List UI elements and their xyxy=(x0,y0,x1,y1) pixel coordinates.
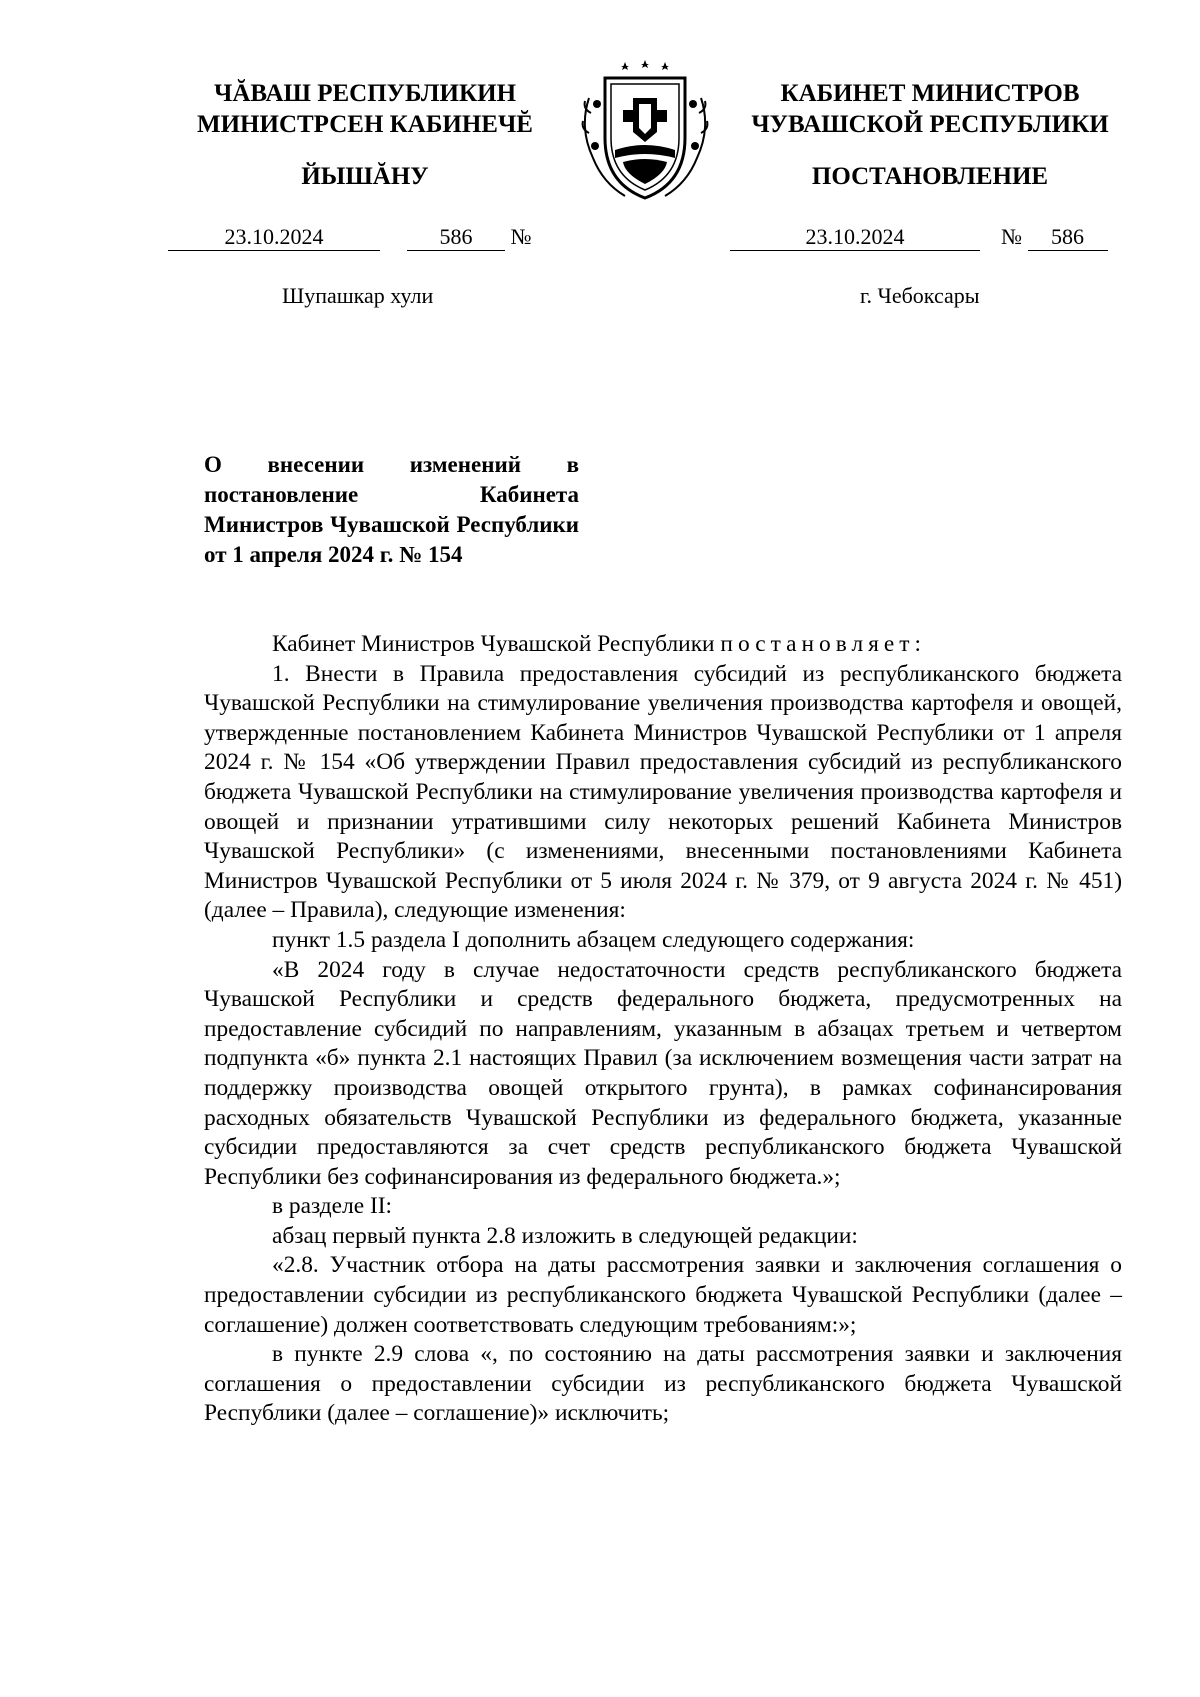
header-left-org xyxy=(160,78,570,140)
header-right-line2: ЧУВАШСКОЙ РЕСПУБЛИКИ xyxy=(751,111,1109,138)
header-right-city: г. Чебоксары xyxy=(860,283,980,308)
intro-decree-word: постановляет xyxy=(720,631,915,657)
header-left-city: Шупашкар хули xyxy=(282,283,434,308)
intro-paragraph xyxy=(204,630,1122,660)
header-right-org xyxy=(730,78,1130,140)
header-left-date: 23.10.2024 xyxy=(168,224,380,251)
document-subject: О внесении изменений в постановление Кабинета Министров Чувашской Республики от 1 апреля 2024 г. № 154 xyxy=(204,452,579,567)
body-paragraph: в разделе II: xyxy=(272,1193,393,1220)
chuvash-coat-of-arms-icon xyxy=(575,58,715,206)
intro-prefix: Кабинет Министров Чувашской Республики xyxy=(272,631,721,657)
body-paragraph: «2.8. Участник отбора на даты рассмотрения заявки и заключения соглашения о предоставлении субсидии из республиканского бюджета Чувашской Республики (далее – соглашение) должен соответствовать следующим требованиям:»; xyxy=(204,1252,1122,1338)
document-body xyxy=(204,630,1122,1429)
header-right-number-sign: № xyxy=(1001,224,1022,249)
intro-suffix: : xyxy=(914,631,921,657)
header-left-line2: МИНИСТРСЕН КАБИНЕЧĔ xyxy=(197,111,533,138)
header-left-doc-type: ЙЫШĂНУ xyxy=(301,163,429,190)
body-paragraph: «В 2024 году в случае недостаточности средств республиканского бюджета Чувашской Республики и средств федерального бюджета, предусмотренных на предоставление субсидий по направлениям, указанным в абзацах третьем и четвертом подпункта «б» пункта 2.1 настоящих Правил (за исключением возмещения части затрат на поддержку производства овощей открытого грунта), в рамках софинансирования расходных обязательств Чувашской Республики из федерального бюджета, указанные субсидии предоставляются за счет средств республиканского бюджета Чувашской Республики без софинансирования из федерального бюджета.»; xyxy=(204,956,1122,1190)
header-right-date: 23.10.2024 xyxy=(730,224,980,251)
header-right-number-row xyxy=(730,224,1108,251)
header-left-number-row xyxy=(168,224,532,251)
body-paragraph: в пункте 2.9 слова «, по состоянию на даты рассмотрения заявки и заключения соглашения о предоставлении субсидии из республиканского бюджета Чувашской Республики (далее – соглашение)» исключить; xyxy=(204,1341,1122,1427)
header-right-line1: КАБИНЕТ МИНИСТРОВ xyxy=(780,80,1080,107)
body-paragraph: 1. Внести в Правила предоставления субсидий из республиканского бюджета Чувашской Республики на стимулирование увеличения производства картофеля и овощей, утвержденные постановлением Кабинета Министров Чувашской Республики от 1 апреля 2024 г. № 154 «Об утверждении Правил предоставления субсидий из республиканского бюджета Чувашской Республики на стимулирование увеличения производства картофеля и овощей и признании утратившими силу некоторых решений Кабинета Министров Чувашской Республики» (с изменениями, внесенными постановлениями Кабинета Министров Чувашской Республики от 5 июля 2024 г. № 379, от 9 августа 2024 г. № 451) (далее – Правила), следующие изменения: xyxy=(204,660,1122,924)
header-left-line1: ЧĂВАШ РЕСПУБЛИКИН xyxy=(213,80,517,107)
header-left-number: 586 xyxy=(407,224,505,251)
body-paragraph: пункт 1.5 раздела I дополнить абзацем следующего содержания: xyxy=(272,926,915,953)
header-right-number: 586 xyxy=(1028,224,1108,251)
header-right-doc-type: ПОСТАНОВЛЕНИЕ xyxy=(811,163,1049,190)
header-left-number-sign: № xyxy=(510,224,532,249)
body-paragraph: абзац первый пункта 2.8 изложить в следующей редакции: xyxy=(272,1222,858,1249)
